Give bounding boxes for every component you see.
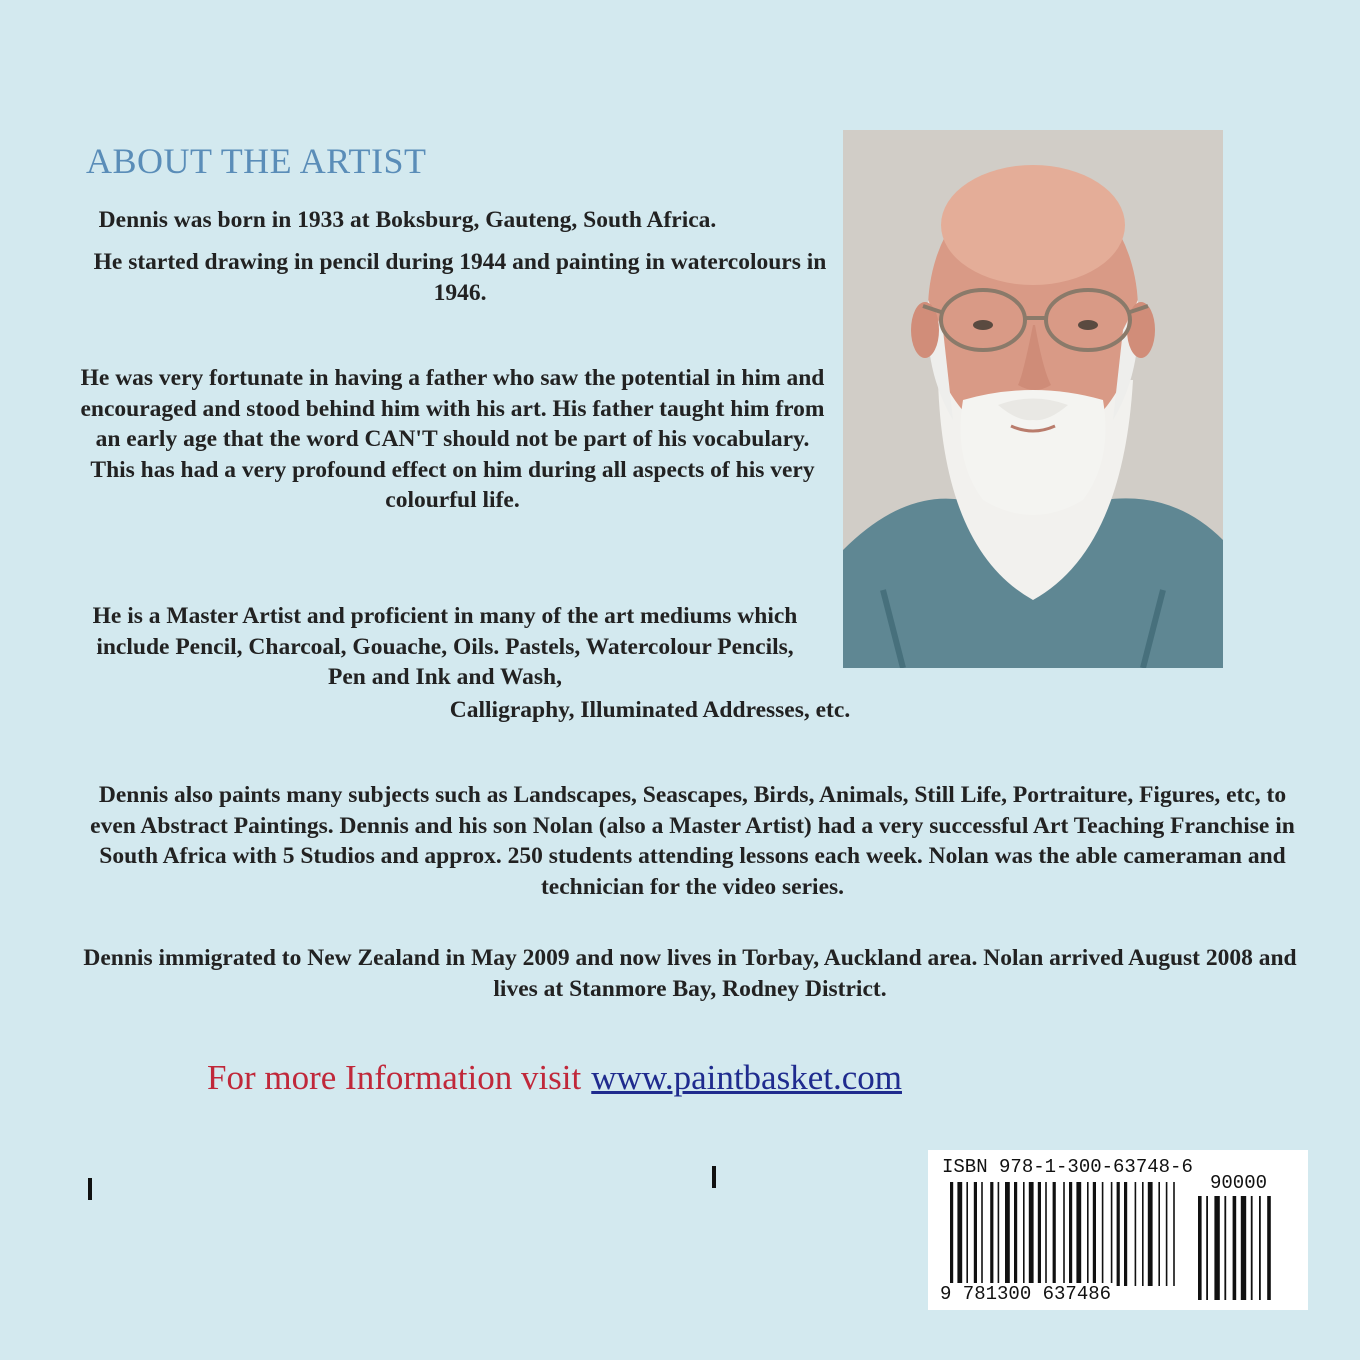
- bio-subjects: Dennis also paints many subjects such as Landscapes, Seascapes, Birds, Animals, Still Life, Portraiture, Figures, etc, to even Abstract Paintings. Dennis and his son Nolan (also a Master Artist) had a very successful Art Teaching Franchise in South Africa with 5 Studios and approx. 250 students attending lessons each week. Nolan was the able cameraman and technician for the video series.: [90, 782, 1295, 900]
- bio-father: He was very fortunate in having a father who saw the potential in him and encouraged and stood behind him with his art. His father taught him from an early age that the word CAN'T should not be part of his vocabulary. This has had a very profound effect on him during all aspects of his very colourful life.: [80, 365, 825, 513]
- page-title: ABOUT THE ARTIST: [86, 141, 427, 181]
- bio-immigration: Dennis immigrated to New Zealand in May 2009 and now lives in Torbay, Auckland area. Nolan arrived August 2008 and lives at Stanmore Bay, Rodney District.: [83, 945, 1297, 1002]
- bio-mediums: He is a Master Artist and proficient in many of the art mediums which include Pencil, Charcoal, Gouache, Oils. Pastels, Watercolour Pencils, Pen and Ink and Wash,: [92, 603, 798, 690]
- bio-birth: Dennis was born in 1933 at Boksburg, Gauteng, South Africa.: [98, 207, 717, 233]
- more-info-line: [207, 1058, 902, 1098]
- artist-portrait: [843, 130, 1223, 668]
- crop-mark-center: [712, 1166, 716, 1188]
- price-code: 90000: [1210, 1172, 1268, 1194]
- isbn-barcode: [928, 1150, 1308, 1310]
- more-info-text: For more Information visit: [207, 1058, 582, 1097]
- bio-early-drawing: He started drawing in pencil during 1944 and painting in watercolours in 1946.: [93, 249, 827, 306]
- bio-mediums-continued: Calligraphy, Illuminated Addresses, etc.: [449, 697, 851, 723]
- barcode-digits: 9 781300 637486: [940, 1283, 1112, 1305]
- website-link[interactable]: www.paintbasket.com: [591, 1058, 902, 1097]
- crop-mark-left: [88, 1178, 92, 1200]
- isbn-number: ISBN 978-1-300-63748-6: [942, 1156, 1193, 1178]
